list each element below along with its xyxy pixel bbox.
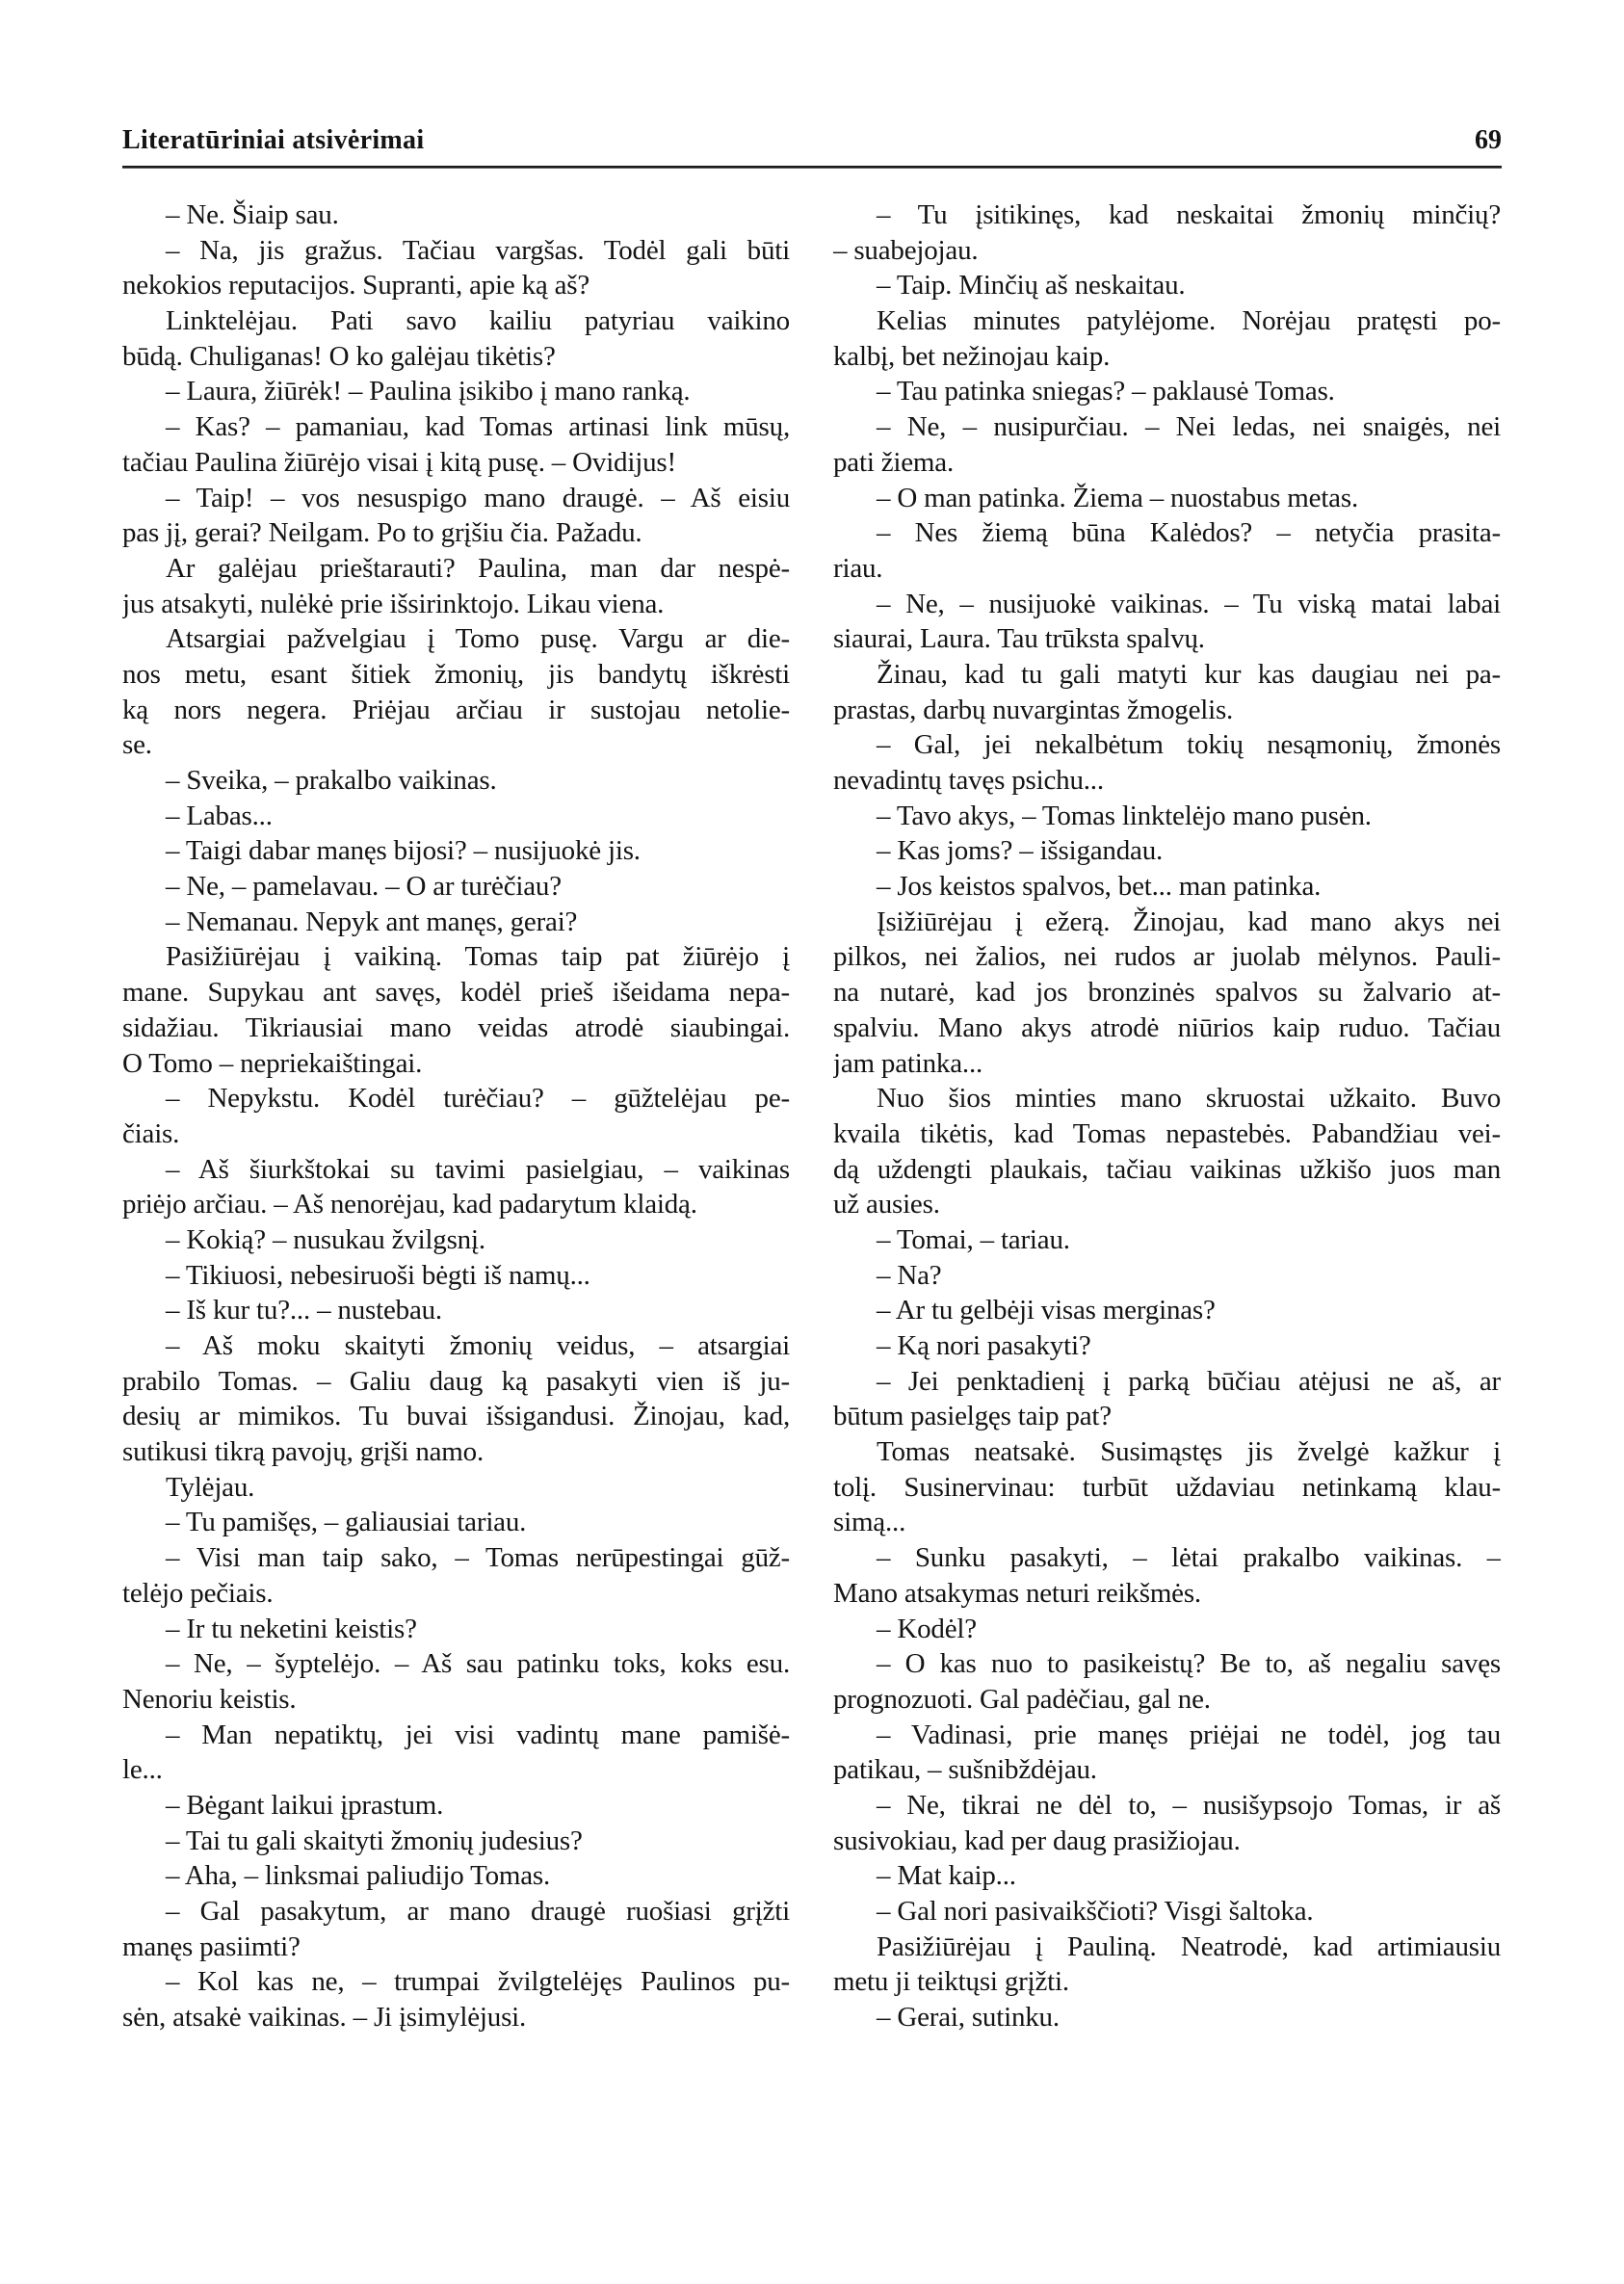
- text-line: – Nes žiemą būna Kalėdos? – netyčia prasita-: [877, 517, 1501, 549]
- text-line: sutikusi tikrą pavojų, grįši namo.: [122, 1436, 485, 1468]
- page-number: 69: [1475, 125, 1502, 155]
- text-line: – Ir tu neketini keistis?: [166, 1613, 417, 1644]
- text-line: siaurai, Laura. Tau trūksta spalvų.: [833, 623, 1205, 655]
- text-line: desių ar mimikos. Tu buvai išsigandusi. Žinojau, kad,: [122, 1401, 790, 1432]
- text-line: Pasižiūrėjau į vaikiną. Tomas taip pat žiūrėjo į: [166, 941, 790, 973]
- page-header: [122, 118, 1502, 156]
- text-line: Atsargiai pažvelgiau į Tomo pusę. Vargu ar die-: [166, 623, 790, 655]
- text-line: – Tau patinka sniegas? – paklausė Tomas.: [877, 376, 1335, 407]
- text-line: – Kokią? – nusukau žvilgsnį.: [166, 1223, 485, 1255]
- text-line: pas jį, gerai? Neilgam. Po to grįšiu čia. Pažadu.: [122, 517, 642, 549]
- text-line: sėn, atsakė vaikinas. – Ji įsimylėjusi.: [122, 2002, 527, 2034]
- text-line: – suabejojau.: [833, 234, 979, 266]
- text-line: – Na?: [877, 1259, 942, 1291]
- text-line: – Taip. Minčių aš neskaitau.: [877, 270, 1186, 302]
- text-line: nevadintų tavęs psichu...: [833, 765, 1104, 796]
- text-line: – Ne, – nusipurčiau. – Nei ledas, nei snaigės, nei: [877, 411, 1501, 443]
- header-rule: [122, 166, 1502, 169]
- text-line: telėjo pečiais.: [122, 1577, 274, 1609]
- text-line: būtum pasielgęs taip pat?: [833, 1401, 1112, 1432]
- text-line: Nuo šios minties mano skruostai užkaito. Buvo: [877, 1083, 1501, 1115]
- text-line: mane. Supykau ant savęs, kodėl prieš išeidama nepa-: [122, 977, 790, 1009]
- text-line: patikau, – sušnibždėjau.: [833, 1754, 1097, 1786]
- text-line: – Nepykstu. Kodėl turėčiau? – gūžtelėjau pe-: [166, 1083, 790, 1115]
- text-line: – O kas nuo to pasikeistų? Be to, aš negaliu savęs: [877, 1648, 1501, 1680]
- text-line: pilkos, nei žalios, nei rudos ar juolab mėlynos. Pauli-: [833, 941, 1501, 973]
- right-column: [833, 197, 1501, 2035]
- text-line: – Tu įsitikinęs, kad neskaitai žmonių minčių?: [877, 199, 1501, 230]
- text-line: prastas, darbų nuvargintas žmogelis.: [833, 694, 1234, 725]
- text-line: priėjo arčiau. – Aš nenorėjau, kad padarytum klaidą.: [122, 1189, 697, 1221]
- text-line: – Tavo akys, – Tomas linktelėjo mano pusėn.: [877, 800, 1372, 831]
- text-line: Kelias minutes patylėjome. Norėjau pratęsti po-: [877, 305, 1501, 337]
- text-line: Žinau, kad tu gali matyti kur kas daugiau nei pa-: [877, 658, 1501, 690]
- text-line: susivokiau, kad per daug prasižiojau.: [833, 1825, 1241, 1856]
- text-line: – Taip! – vos nesuspigo mano draugė. – Aš eisiu: [166, 482, 790, 513]
- text-line: Įsižiūrėjau į ežerą. Žinojau, kad mano akys nei: [877, 906, 1501, 937]
- text-line: Tylėjau.: [166, 1471, 255, 1503]
- text-line: – Tikiuosi, nebesiruoši bėgti iš namų...: [166, 1259, 590, 1291]
- text-line: – Ne. Šiaip sau.: [166, 199, 339, 230]
- text-line: – Visi man taip sako, – Tomas nerūpestingai gūž-: [166, 1542, 790, 1574]
- text-line: prognozuoti. Gal padėčiau, gal ne.: [833, 1683, 1211, 1715]
- text-line: – Nemanau. Nepyk ant manęs, gerai?: [166, 906, 578, 937]
- text-line: – Aha, – linksmai paliudijo Tomas.: [166, 1860, 551, 1892]
- text-line: – Tai tu gali skaityti žmonių judesius?: [166, 1825, 583, 1856]
- text-line: – Bėgant laikui įprastum.: [166, 1789, 444, 1821]
- text-line: – Ar tu gelbėji visas merginas?: [877, 1295, 1216, 1326]
- text-line: tačiau Paulina žiūrėjo visai į kitą pusę. – Ovidijus!: [122, 446, 676, 478]
- text-line: – Kodėl?: [877, 1613, 977, 1644]
- text-line: O Tomo – nepriekaištingai.: [122, 1047, 423, 1079]
- text-line: ką nors negera. Priėjau arčiau ir sustojau netolie-: [122, 694, 790, 725]
- text-line: – Gal pasakytum, ar mano draugė ruošiasi grįžti: [166, 1896, 790, 1927]
- running-title: Literatūriniai atsivėrimai: [122, 125, 425, 155]
- left-column: [122, 197, 790, 2035]
- text-line: – Iš kur tu?... – nustebau.: [166, 1295, 442, 1326]
- text-line: – Man nepatiktų, jei visi vadintų mane pamišė-: [166, 1719, 790, 1750]
- text-line: – Gerai, sutinku.: [877, 2002, 1060, 2034]
- text-line: Pasižiūrėjau į Pauliną. Neatrodė, kad artimiausiu: [877, 1930, 1501, 1962]
- text-line: sidažiau. Tikriausiai mano veidas atrodė siaubingai.: [122, 1011, 790, 1043]
- text-line: – Jos keistos spalvos, bet... man patinka.: [877, 871, 1322, 903]
- text-line: – Laura, žiūrėk! – Paulina įsikibo į mano ranką.: [166, 376, 691, 407]
- text-line: simą...: [833, 1507, 906, 1538]
- text-line: se.: [122, 729, 152, 761]
- text-line: kvaila tikėtis, kad Tomas nepastebės. Pabandžiau vei-: [833, 1117, 1501, 1149]
- text-line: na nutarė, kad jos bronzinės spalvos su žalvario at-: [833, 977, 1501, 1009]
- text-line: Tomas neatsakė. Susimąstęs jis žvelgė kažkur į: [877, 1436, 1501, 1468]
- text-line: – Sveika, – prakalbo vaikinas.: [166, 765, 497, 796]
- text-line: – Taigi dabar manęs bijosi? – nusijuokė jis.: [166, 835, 641, 867]
- text-line: – Gal, jei nekalbėtum tokių nesąmonių, žmonės: [877, 729, 1501, 761]
- text-line: – Ne, – šyptelėjo. – Aš sau patinku toks, koks esu.: [166, 1648, 790, 1680]
- text-line: – Tu pamišęs, – galiausiai tariau.: [166, 1507, 527, 1538]
- text-line: manęs pasiimti?: [122, 1930, 301, 1962]
- text-line: būdą. Chuliganas! O ko galėjau tikėtis?: [122, 340, 556, 372]
- text-line: metu ji teiktųsi grįžti.: [833, 1966, 1069, 1998]
- text-line: – Kas joms? – išsigandau.: [877, 835, 1164, 867]
- text-line: – Mat kaip...: [877, 1860, 1016, 1892]
- text-line: – Labas...: [166, 800, 273, 831]
- text-line: už ausies.: [833, 1189, 940, 1221]
- text-line: – Ne, – nusijuokė vaikinas. – Tu viską matai labai: [877, 588, 1501, 619]
- text-line: – Gal nori pasivaikščioti? Visgi šaltoka.: [877, 1896, 1314, 1927]
- text-line: Nenoriu keistis.: [122, 1683, 297, 1715]
- text-line: – Ką nori pasakyti?: [877, 1330, 1091, 1361]
- text-line: – Na, jis gražus. Tačiau vargšas. Todėl gali būti: [166, 234, 790, 266]
- text-line: tolį. Susinervinau: turbūt uždaviau netinkamą klau-: [833, 1471, 1501, 1503]
- text-line: pati žiema.: [833, 446, 955, 478]
- text-line: jus atsakyti, nulėkė prie išsirinktojo. Likau viena.: [122, 588, 665, 619]
- text-line: kalbį, bet nežinojau kaip.: [833, 340, 1111, 372]
- text-line: – Kol kas ne, – trumpai žvilgtelėjęs Paulinos pu-: [166, 1966, 790, 1998]
- text-line: – Ne, – pamelavau. – O ar turėčiau?: [166, 871, 562, 903]
- text-line: Mano atsakymas neturi reikšmės.: [833, 1577, 1201, 1609]
- text-columns: [122, 197, 1501, 2035]
- text-line: – Jei penktadienį į parką būčiau atėjusi ne aš, ar: [877, 1365, 1501, 1397]
- text-line: Ar galėjau prieštarauti? Paulina, man dar nespė-: [166, 552, 790, 584]
- text-line: nekokios reputacijos. Supranti, apie ką aš?: [122, 270, 590, 302]
- text-line: Linktelėjau. Pati savo kailiu patyriau vaikino: [166, 305, 790, 337]
- text-line: dą uždengti plaukais, tačiau vaikinas užkišo juos man: [833, 1153, 1501, 1185]
- text-line: – Aš moku skaityti žmonių veidus, – atsargiai: [166, 1330, 790, 1361]
- text-line: – Vadinasi, prie manęs priėjai ne todėl, jog tau: [877, 1719, 1501, 1750]
- text-line: spalviu. Mano akys atrodė niūrios kaip ruduo. Tačiau: [833, 1011, 1501, 1043]
- text-line: – Aš šiurkštokai su tavimi pasielgiau, – vaikinas: [166, 1153, 790, 1185]
- text-line: – Ne, tikrai ne dėl to, – nusišypsojo Tomas, ir aš: [877, 1789, 1501, 1821]
- text-line: jam patinka...: [833, 1047, 983, 1079]
- text-line: riau.: [833, 552, 883, 584]
- text-line: – Kas? – pamaniau, kad Tomas artinasi link mūsų,: [166, 411, 790, 443]
- text-line: – Sunku pasakyti, – lėtai prakalbo vaikinas. –: [877, 1542, 1501, 1574]
- text-line: – Tomai, – tariau.: [877, 1223, 1070, 1255]
- text-line: – O man patinka. Žiema – nuostabus metas.: [877, 482, 1358, 513]
- text-line: prabilo Tomas. – Galiu daug ką pasakyti vien iš ju-: [122, 1365, 790, 1397]
- text-line: nos metu, esant šitiek žmonių, jis bandytų iškrėsti: [122, 658, 790, 690]
- text-line: le...: [122, 1754, 163, 1786]
- text-line: čiais.: [122, 1117, 180, 1149]
